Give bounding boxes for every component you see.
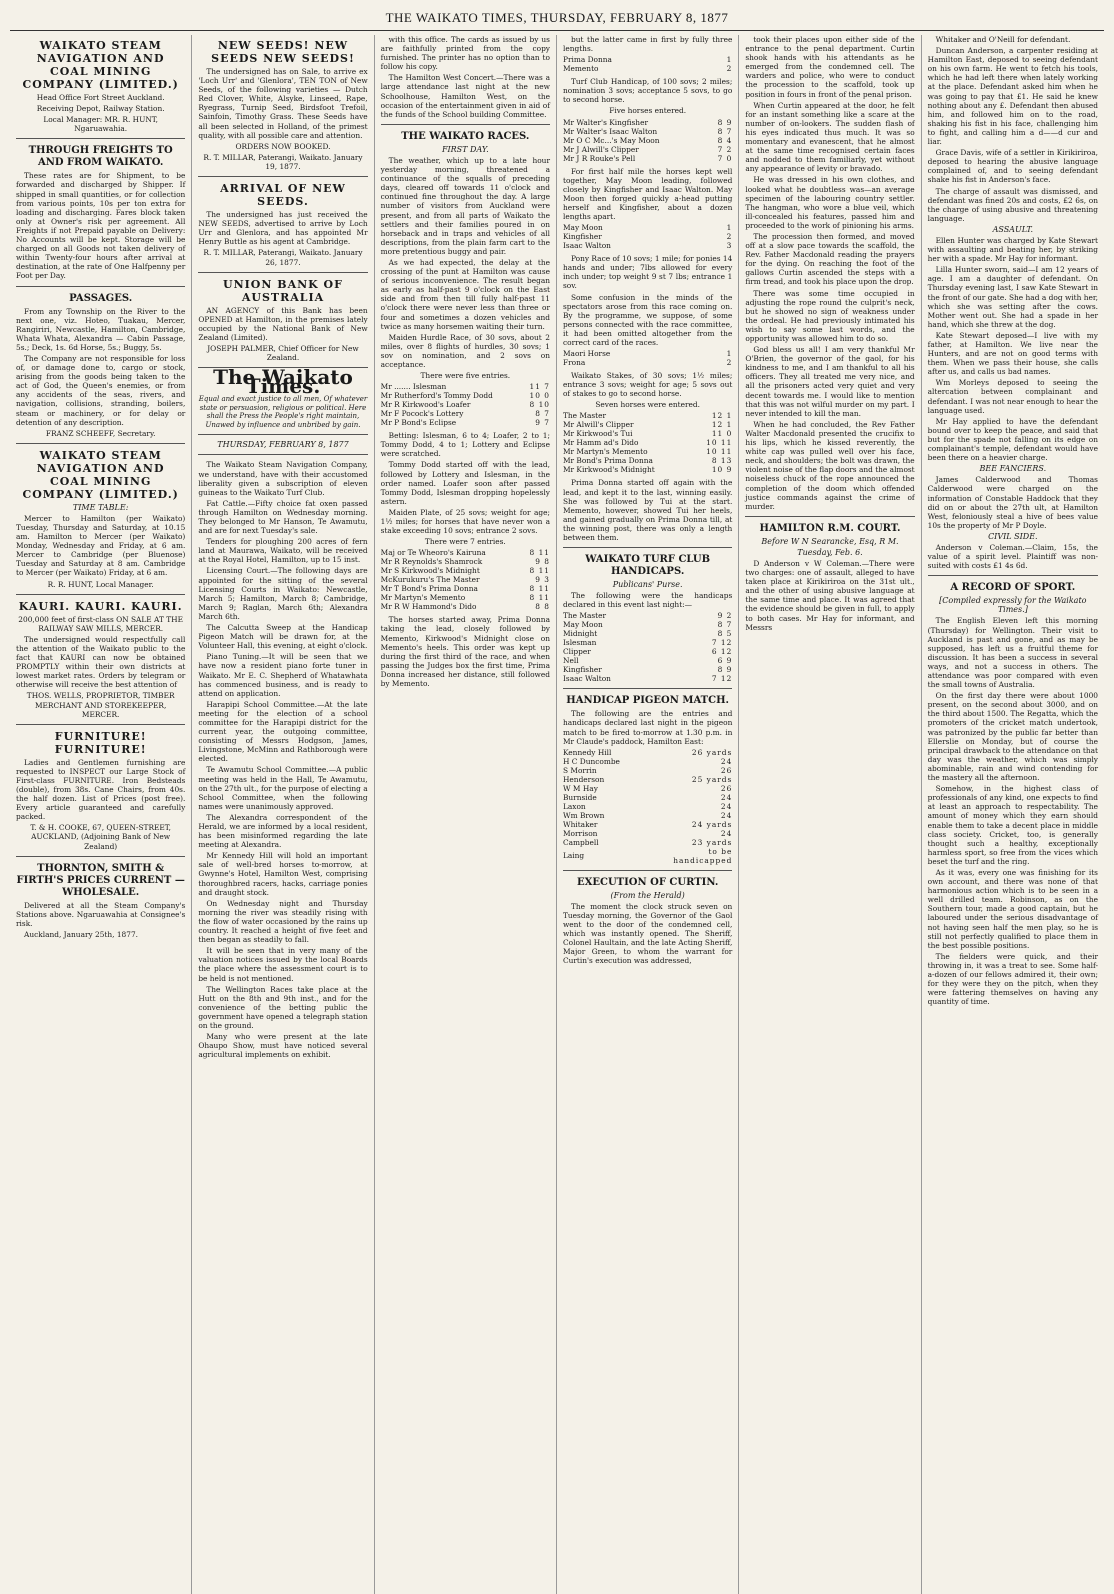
turf-result-table (563, 223, 732, 250)
news-item: On Wednesday night and Thursday morning the river was steadily rising with the flow of water occasioned by the rains up country. It reached a height of five feet and then began as steadily to fall. (198, 898, 368, 945)
turf-heading: Turf Club Handicap, of 100 sovs; 2 miles; nomination 3 sovs; acceptance 5 sovs, to go to second horse. (562, 77, 733, 105)
entry-name: Maj or Te Wheoro's Kairuna (380, 548, 486, 558)
thornton-text: Delivered at all the Steam Company's Stations above. Ngaruawahia at Consignee's risk. (16, 900, 186, 928)
entry-value: 12 1 (711, 420, 733, 430)
entry-value: 3 (726, 241, 733, 251)
entry-value: 8 9 (717, 665, 733, 675)
result-row (381, 557, 550, 566)
entry-value: 11 0 (711, 429, 733, 439)
divider (16, 138, 185, 139)
curtin-paragraph: took their places upon either side of the entrance to the penal department. Curtin shook hands with his attendants as he emerged from the condemned cell. The warders and police, who were to conduct the procession to the scaffold, took up position in fours in front of the penal prison. (745, 35, 915, 99)
entry-value: 8 10 (529, 400, 550, 410)
sport-paragraph: Somehow, in the highest class of professionals of any kind, one expects to find at least an approach to respectability. The amount of money which they earn should enable them to take a decent place in middle class society. Cricket, too, is generally thought such a healthy, exceptionally harmless sport, so free from the vices which beset the turf and the ring. (927, 784, 1098, 866)
races-paragraph: As we had expected, the delay at the crossing of the punt at Hamilton was cause of serious inconvenience. The result began as early as half-past 9 o'clock on the East side and from then till fully half-past 11 o'clock there were never less than three or four and sometimes a dozen vehicles and twice as many horsemen waiting their turn. (380, 257, 550, 331)
entry-name: Mr Hamm ad's Dido (562, 438, 639, 448)
entry-value: 8 9 (717, 117, 733, 127)
result-row (381, 602, 550, 611)
entry-value: 26 yards (691, 747, 733, 757)
entry-name: The Master (562, 611, 607, 621)
result-row (381, 584, 550, 593)
court-paragraph: James Calderwood and Thomas Calderwood were charged on the information of Constable Haddock that they did on or about the 27th ult, at Hamilton West, feloniously steal a hive of bees value 10s the property of Mr P Doyle. (927, 475, 1098, 530)
result-row (563, 647, 732, 656)
sport-paragraph: On the first day there were about 1000 present, on the second about 3000, and on the third about 1500. The Regatta, which the promoters of the cricket match undertook, was patronized by the public far better than Ellerslie on Monday, but of course the principal drawback to the attendance on that day was the weather, which was simply abominable, rain and wind contending for the mastery all the afternoon. (927, 691, 1098, 783)
result-row (563, 136, 732, 145)
entry-value: 8 11 (529, 584, 550, 594)
entry-name: Mr Alwill's Clipper (562, 420, 634, 430)
entry-name: Mr J R Rouke's Pell (562, 153, 636, 163)
court-paragraph: Anderson v Coleman.—Claim, 15s, the value of a spirit level. Plaintiff was non-suited with costs £1 4s 6d. (927, 542, 1098, 571)
entry-value: 8 11 (529, 593, 550, 603)
result-row (563, 349, 732, 358)
result-row (563, 118, 732, 127)
entry-name: Burnside (562, 792, 597, 802)
divider (198, 176, 367, 177)
bank-signature: JOSEPH PALMER, Chief Officer for New Zealand. (207, 343, 359, 363)
result-row (381, 400, 550, 409)
news-item: Tenders for ploughing 200 acres of fern land at Maurawa, Waikato, will be received at the Royal Hotel, Hamilton, up to 15 inst. (198, 537, 368, 565)
maiden-report: The horses started away, Prima Donna taking the lead, closely followed by Memento, Kirkwood's Midnight close on Memento's heels. This order was kept up during the first third of the race, and when passing the Judges box the first time, Prima Donna increased her distance, still followed by Memento. (380, 615, 550, 688)
court-text: D Anderson v W Coleman.—There were two charges: one of assault, alleged to have taken place at Kirikiriroa on the 31st ult., and the other of using abusive language at the same time and place. It was agreed that the evidence should be given in full, to apply to both cases. Mr Hay for informant, and Messrs (745, 558, 915, 632)
entry-name: Kingfisher (562, 232, 602, 242)
maiden-heading: Maiden Plate, of 25 sovs; weight for age; 1½ miles; for horses that have never won a stake exceeding 10 sovs; entrance 2 sovs. (380, 507, 550, 536)
court-paragraph: The charge of assault was dismissed, and defendant was fined 20s and costs, £2 6s, on the charge of using abusive and threatening language. (927, 186, 1098, 223)
company-note: The Company are not responsible for loss of, or damage done to, cargo or stock, arising from the goods being taken to the act of God, the Queen's enemies, or from any accidents of the seas, rivers, and navigation, collisions, stranding, boilers, steam or machinery, or for delay or detention of any description. (16, 353, 186, 427)
entry-name: Laing (562, 851, 585, 861)
entry-name: Mr T Bond's Prima Donna (380, 584, 478, 594)
entry-name: Mr Bond's Prima Donna (562, 456, 653, 466)
divider (198, 272, 367, 273)
kauri-heading: KAURI. KAURI. KAURI. (18, 599, 183, 613)
news-item: The Waikato Steam Navigation Company, we understand, have with their accustomed liberality given a subscription of eleven guineas to the Waikato Turf Club. (198, 460, 368, 497)
entry-name: Nell (562, 656, 579, 666)
entry-name: Mr Rutherford's Tommy Dodd (380, 391, 493, 401)
entry-value: 25 yards (691, 774, 733, 784)
divider (563, 688, 732, 689)
entry-value: 2 (726, 232, 733, 242)
column-2 (192, 35, 374, 1594)
curtin-text: The moment the clock struck seven on Tuesday morning, the Governor of the Gaol went to the door of the condemned cell, which was instantly opened. The Sheriff, Colonel Haultain, and the late Acting Sheriff, Major Green, to whom the warrant for Curtin's execution was addressed, (562, 901, 733, 966)
assault-heading: ASSAULT. (992, 224, 1034, 234)
entry-name: Kingfisher (562, 665, 602, 675)
steam-office: Head Office Fort Street Auckland. (36, 93, 165, 102)
entry-value: 10 11 (706, 447, 733, 457)
result-row (563, 232, 732, 241)
kauri-subheading: 200,000 feet of first-class ON SALE AT THE RAILWAY SAW MILLS, MERCER. (18, 614, 184, 633)
court-paragraph: Wm Morleys deposed to seeing the altercation between complainant and defendant. I was not near enough to hear the language used. (927, 378, 1098, 415)
result-row (563, 154, 732, 163)
turf-intro: Five horses entered. (609, 106, 687, 116)
curtin-paragraph: The procession then formed, and moved off at a slow pace towards the scaffold, the Rev. Father Macdonald reading the prayers for the dying. On reaching the foot of the gallows Curtin ascended the steps with a firm tread, and took his place upon the drop. (745, 231, 915, 287)
result-row (381, 566, 550, 575)
entry-name: Mr F Pocock's Lottery (380, 409, 464, 419)
result-row (563, 838, 732, 847)
result-row (563, 748, 732, 757)
dateline: THURSDAY, FEBRUARY 8, 1877 (217, 440, 349, 450)
result-row (381, 391, 550, 400)
news-item: Harapipi School Committee.—At the late meeting for the election of a school committee for the Harapipi district for the current year, the outgoing committee, consisting of Messrs Hodgson, James, Livingstone, McMinn and Rathborough were elected. (198, 699, 368, 764)
result-row (563, 241, 732, 250)
entry-value: 26 (720, 783, 733, 793)
hurdle-intro: There were five entries. (420, 371, 511, 381)
result-row (563, 766, 732, 775)
paper-motto: Equal and exact justice to all men, Of whatever state or persuasion, religious or political. Here shall the Press the People's right maintain, Unawed by influence and unbribed by gain. (198, 395, 368, 429)
wells-signature: THOS. WELLS, PROPRIETOR, TIMBER MERCHANT AND STOREKEEPER, MERCER. (26, 691, 175, 719)
turf-report: For first half mile the horses kept well together, May Moon leading, followed closely by Kingfisher and Isaac Walton. May Moon then forged quickly a-head putting herself and Kingfisher, about a dozen lengths apart. (562, 166, 733, 222)
furniture-heading: FURNITURE! FURNITURE! (54, 729, 147, 756)
result-row (563, 829, 732, 838)
furniture-text: Ladies and Gentlemen furnishing are requested to INSPECT our Large Stock of First-class FURNITURE. Iron Bedsteads (double), from 38s. Cane Chairs, from 40s. the half dozen. List of Prices (post free). Every article guaranteed and carefully packed. (16, 757, 186, 822)
court-paragraph: Whitaker and O'Neill for defendant. (935, 35, 1071, 44)
result-row (563, 438, 732, 447)
entry-name: Mr R Reynolds's Shamrock (380, 557, 483, 567)
court-subheading: Before W N Searancke, Esq, R M. (761, 536, 899, 546)
seeds-signature: R. T. MILLAR, Paterangi, Waikato. January 19, 1877. (203, 152, 363, 171)
result-row (563, 127, 732, 136)
stakes-report: Prima Donna started off again with the lead, and kept it to the last, winning easily. She was followed by Tui at the start. Memento, however, showed Tui her heels, and gained gradually on Prima Donna till, at the winning post, there was only a length between them. (562, 478, 733, 542)
result-row (563, 55, 732, 64)
result-row (563, 775, 732, 784)
curtin-paragraph: There was some time occupied in adjusting the rope round the culprit's neck, but he showed no sign of weakness under the ordeal. He had previously intimated his wish to say some last words, and the opportunity was allowed him to do so. (745, 288, 915, 343)
result-row (563, 665, 732, 674)
entry-value: 24 (720, 792, 733, 802)
result-row (563, 674, 732, 683)
handicaps-heading: WAIKATO TURF CLUB HANDICAPS. (585, 554, 711, 578)
masthead: THE WAIKATO TIMES, THURSDAY, FEBRUARY 8, 1877 (10, 4, 1104, 31)
result-row (563, 811, 732, 820)
curtin-paragraph: He was dressed in his own clothes, and looked what he doubtless was—an average specimen of the labouring country settler. The hangman, who wore a blue veil, which ill-concealed his features, passed him and proceeded to the work of pinioning his arms. (745, 175, 915, 230)
entry-value: 10 0 (529, 391, 550, 401)
result-row (563, 802, 732, 811)
freights-text: These rates are for Shipment, to be forwarded and discharged by Shipper. If shipped in small quantities, or for collection from various points, 10s per ton extra for loading and discharging. Fares block taken only at Owner's risk per agreement. All Freights if not Prepaid payable on Delivery: No Accounts will be kept. Storage will be charged on all Goods not taken delivery of within Twenty-four hours after arrival at destination, at the rate of One Halfpenny per Foot per Day. (16, 171, 186, 281)
curtin-paragraph: When Curtin appeared at the door, he felt for an instant something like a scare at the number of on-lookers. The sudden flash of his eyes indicated thus much. It was so momentary and evanescent, that he almost at the same time recognised certain faces and nodded to them familiarly, yet without any appearance of levity or bravado. (745, 100, 915, 174)
entry-name: Islesman (562, 638, 597, 648)
prima-result-table (563, 55, 732, 73)
divider (16, 856, 185, 857)
result-row (563, 447, 732, 456)
entry-name: Mr ....... Islesman (380, 382, 447, 392)
entry-value: 7 12 (711, 674, 733, 684)
entry-name: Maori Horse (562, 349, 611, 359)
entry-name: Laxon (562, 801, 586, 811)
pigeon-table (563, 748, 732, 865)
passages-text: From any Township on the River to the next one, viz. Hoteo, Tuakau, Mercer, Rangiriri, Newcastle, Hamilton, Cambridge, Whata Whata, Alexandra — Cabin Passage, 5s.; Deck, 1s. 6d Horse, 5s.; Buggy, 5s. (16, 306, 186, 352)
result-row (563, 820, 732, 829)
entry-value: 2 (726, 358, 733, 368)
result-row (381, 575, 550, 584)
news-item: Te Awamutu School Committee.—A public meeting was held in the Hall, Te Awamutu, on the 27th ult., for the purpose of electing a School Committee, when the following names were unanimously approved. (198, 765, 368, 811)
entry-name: Kennedy Hill (562, 747, 612, 757)
entry-name: H C Duncombe (562, 756, 620, 766)
result-row (563, 420, 732, 429)
seeds-heading: NEW SEEDS! NEW SEEDS NEW SEEDS! (211, 39, 355, 65)
result-row (563, 611, 732, 620)
arrival-signature: R. T. MILLAR, Paterangi, Waikato. January 26, 1877. (203, 248, 363, 267)
races-paragraph: The weather, which up to a late hour yesterday morning, threatened a continuance of the squalls of preceding days, cleared off towards 11 o'clock and continued fine throughout the day. A large number of visitors from Auckland were present, and from all parts of Waikato the settlers and their families poured in on horseback and in traps and vehicles of all descriptions, from the plain farm cart to the more pretentious buggy and pair. (380, 155, 550, 256)
timetable-text: Mercer to Hamilton (per Waikato) Tuesday, Thursday and Saturday, at 10.15 am. Hamilton to Mercer (per Waikato) Monday, Wednesday and Friday, at 6 am. Mercer to Cambridge (per Bluenose) Tuesday and Saturday at 8 am. Cambridge to Mercer (per Waikato) Friday, at 6 am. (16, 513, 186, 578)
news-item: The Wellington Races take place at the Hutt on the 8th and 9th inst., and for the convenience of the betting public the government have opened a telegraph station on the ground. (198, 984, 368, 1030)
entry-value: 10 11 (706, 438, 733, 448)
result-row (563, 411, 732, 420)
news-item: Many who were present at the late Ohaupo Show, must have noticed several agricultural implements on exhibit. (198, 1032, 368, 1060)
entry-value: 8 7 (535, 409, 550, 419)
result-row (563, 784, 732, 793)
entry-value: 8 7 (717, 126, 733, 136)
races-heading: THE WAIKATO RACES. (401, 130, 530, 142)
pony-heading: Pony Race of 10 sovs; 1 mile; for ponies 14 hands and under; 7lbs allowed for every inch under; top weight 9 st 7 lbs; entrance 1 sov. (562, 254, 733, 291)
intro-text: but the latter came in first by fully three lengths. (562, 35, 733, 54)
entry-value: 24 (720, 801, 733, 811)
passages-heading: PASSAGES. (69, 292, 133, 304)
entry-name: W M Hay (562, 783, 598, 793)
entry-value: 8 11 (529, 566, 550, 576)
entry-name: Whitaker (562, 819, 598, 829)
handicaps-intro: The following were the handicaps declared in this event last night:— (562, 591, 733, 610)
entry-value: to be handicapped (673, 846, 733, 865)
entry-value: 8 11 (529, 548, 550, 558)
bee-heading: BEE FANCIERS. (979, 464, 1047, 474)
news-item: Mr Kennedy Hill will hold an important sale of well-bred horses to-morrow, at Gwynne's Hotel, Hamilton West, comprising thoroughbred racers, hacks, carriage ponies and draught stock. (198, 851, 368, 897)
betting-text: Betting: Islesman, 6 to 4; Loafer, 2 to 1; Tommy Dodd, 4 to 1; Lottery and Eclipse were scratched. (380, 431, 550, 459)
sport-paragraph: The English Eleven left this morning (Thursday) for Wellington. Their visit to Auckland is past and gone, and as may be supposed, has left us a fruitful theme for discussion. It has been a success in several ways, and not a success in others. The attendance was poor compared with even the small towns of Australia. (927, 616, 1098, 690)
entry-name: Mr Walter's Kingfisher (562, 117, 648, 127)
court-paragraph: Kate Stewart deposed—I live with my father, at Hamilton. We live near the Hunters, and are not on good terms with them. When we pass their house, she calls after us, and calls us bad names. (927, 330, 1098, 377)
entry-value: 24 (720, 828, 733, 838)
secretary-signature: FRANZ SCHEEFF, Secretary. (45, 428, 156, 438)
entry-name: S Morrin (562, 765, 597, 775)
paper-title: The Waikato Times. (213, 365, 353, 399)
entry-value: 8 7 (717, 620, 733, 630)
entry-value: 1 (726, 349, 733, 359)
entry-name: Mr J Alwill's Clipper (562, 144, 639, 154)
columns (10, 35, 1104, 1594)
entry-name: Prima Donna (562, 55, 612, 65)
entry-value: 7 2 (717, 144, 733, 154)
entry-value: 8 13 (711, 456, 733, 466)
entry-name: May Moon (562, 620, 603, 630)
result-row (381, 409, 550, 418)
entry-name: McKurukuru's The Master (380, 575, 480, 585)
result-row (381, 418, 550, 427)
result-row (381, 593, 550, 602)
entry-value: 23 yards (691, 837, 733, 847)
entry-value: 1 (726, 223, 733, 233)
thornton-heading: THORNTON, SMITH & FIRTH'S PRICES CURRENT — WHOLESALE. (16, 862, 185, 898)
stakes-intro: Seven horses were entered. (595, 400, 700, 410)
pony-report: Some confusion in the minds of the spectators arose from this race coming on. By the programme, we suppose, of some persons connected with the race committee, it had been omitted altogether from the correct card of the races. (562, 292, 733, 347)
result-row (563, 456, 732, 465)
entry-name: Henderson (562, 774, 605, 784)
timetable-company-heading: WAIKATO STEAM NAVIGATION AND COAL MINING COMPANY (LIMITED.) (22, 448, 179, 501)
steam-depot: Receiving Depot, Railway Station. (36, 104, 165, 114)
races-subheading: FIRST DAY. (441, 144, 489, 154)
entry-name: Mr P Bond's Eclipse (380, 418, 457, 428)
entry-value: 7 12 (711, 638, 733, 648)
entry-value: 24 yards (691, 819, 733, 829)
entry-value: 8 5 (717, 629, 733, 639)
entry-name: Mr O C Mc...'s May Moon (562, 135, 660, 145)
entry-value: 2 (726, 64, 733, 74)
entry-name: Morrison (562, 828, 598, 838)
result-row (563, 638, 732, 647)
bank-heading: UNION BANK OF AUSTRALIA (223, 277, 343, 304)
result-row (563, 793, 732, 802)
entry-name: Wm Brown (562, 810, 605, 820)
result-row (563, 620, 732, 629)
news-item: The Calcutta Sweep at the Handicap Pigeon Match will be drawn for, at the Volunteer Hall, this evening, at eight o'clock. (198, 623, 368, 651)
entry-name: Midnight (562, 629, 598, 639)
entry-value: 24 (720, 756, 733, 766)
pigeon-heading: HANDICAP PIGEON MATCH. (566, 695, 730, 707)
pony-result-table (563, 349, 732, 367)
intro-text: with this office. The cards as issued by us are faithfully printed from the copy furnished. The printer has no option than to follow his copy. (380, 35, 550, 72)
news-item: Licensing Court.—The following days are appointed for the sitting of the several Licensing Courts in Waikato: Newcastle, March 5; Hamilton, March 8; Cambridge, March 9; Raglan, March 6th; Alexandra March 6th. (198, 566, 368, 621)
court-paragraph: Grace Davis, wife of a settler in Kirikiriroa, deposed to hearing the abusive language complained of, and to seeing defendant shake his fist in Anderson's face. (927, 148, 1098, 185)
result-row (381, 382, 550, 391)
entry-value: 6 9 (717, 656, 733, 666)
entry-value: 9 8 (535, 557, 550, 567)
result-row (563, 223, 732, 232)
entry-value: 12 1 (711, 411, 733, 421)
concert-text: The Hamilton West Concert.—There was a large attendance last night at the new Schoolhouse, Hamilton West, on the occasion of the entertainment given in aid of the funds of the School building Committee. (380, 73, 550, 119)
news-item: The Alexandra correspondent of the Herald, we are informed by a local resident, has been misinformed regarding the late meeting at Alexandra. (198, 812, 368, 850)
column-1 (10, 35, 192, 1594)
pigeon-intro: The following are the entries and handicaps declared last night in the pigeon match to be fired to-morrow at 1.30 p.m. in Mr Claude's paddock, Hamilton East: (562, 709, 733, 746)
entry-value: 8 4 (717, 135, 733, 145)
freights-heading: THROUGH FREIGHTS TO AND FROM WAIKATO. (28, 145, 173, 169)
divider (16, 594, 185, 595)
entry-value: 6 12 (711, 647, 733, 657)
curtin-paragraph: God bless us all! I am very thankful Mr O'Brien, the governor of the gaol, for his kindness to me, and I am thankful to all his officers. They all treated me very nice, and all the prisoners acted very quiet and very decent towards me. I would like to mention that this was not wilful murder on my part. I never intended to kill the man. (745, 345, 915, 418)
arrival-text: The undersigned has just received the NEW SEEDS, advertised to arrive by Loch Urr and Glenlora, and has appointed Mr Henry Buttle as his agent at Cambridge. (198, 210, 368, 247)
entry-value: 7 0 (717, 153, 733, 163)
sport-paragraph: The fielders were quick, and their throwing in, it was a treat to see. Some half-a-dozen of our fellows admired it, their own; for they were they on the pitch, when they were fattering themselves on having any quantity of time. (927, 951, 1098, 1007)
bank-text: AN AGENCY of this Bank has been OPENED at Hamilton, in the premises lately occupied by the National Bank of New Zealand (Limited). (198, 305, 368, 342)
sport-subheading: [Compiled expressly for the Waikato Times.] (939, 596, 1087, 615)
entry-name: Mr Kirkwood's Tui (562, 429, 633, 439)
maiden-table (381, 548, 550, 611)
entry-name: Isaac Walton (562, 674, 611, 684)
court-paragraph: Duncan Anderson, a carpenter residing at Hamilton East, deposed to seeing defendant on his own farm. He went to fetch his tools, which he had left there when lately working at the place. Defendant asked him when he was going to pay that £1. He said he knew nothing about any £. Defendant then abused him, and followed him on to the road, shaking his fist in his face, challenging him to fight, and calling him a d——d cur and liar. (927, 46, 1098, 147)
court-paragraph: Lilla Hunter sworn, said—I am 12 years of age. I am a daughter of defendant. On Thursday evening last, I saw Kate Stewart in the front of our gate. She had a dog with her, which she was setting after the cows. Mother went out. She had a spade in her hand, which she threw at the dog. (927, 265, 1098, 329)
sport-heading: A RECORD OF SPORT. (950, 582, 1076, 594)
seeds-orders: ORDERS NOW BOOKED. (235, 141, 331, 151)
entry-name: Campbell (562, 837, 599, 847)
steam-company-heading: WAIKATO STEAM NAVIGATION AND COAL MINING COMPANY (LIMITED.) (22, 39, 179, 91)
court-date: Tuesday, Feb. 6. (797, 547, 863, 557)
arrival-heading: ARRIVAL OF NEW SEEDS. (220, 182, 346, 209)
column-5 (739, 35, 921, 1594)
news-item: It will be seen that in very many of the valuation notices issued by the local Boards the place where the assessment court is to be held is not mentioned. (198, 946, 368, 983)
divider (16, 724, 185, 725)
timetable-title: TIME TABLE: (72, 502, 129, 512)
divider (16, 286, 185, 287)
result-row (563, 358, 732, 367)
timetable-signature: R. R. HUNT, Local Manager. (47, 579, 154, 589)
column-6 (922, 35, 1104, 1594)
entry-name: Mr R Kirkwood's Loafer (380, 400, 471, 410)
entry-name: Memento (562, 64, 599, 74)
court-heading: HAMILTON R.M. COURT. (759, 522, 901, 534)
stakes-heading: Waikato Stakes, of 30 sovs; 1½ miles; entrance 3 sovs; weight for age; 5 sovs out of stakes to go to second horse. (562, 371, 733, 399)
curtin-subheading: (From the Herald) (610, 890, 685, 900)
result-row (381, 548, 550, 557)
divider (16, 443, 185, 444)
curtin-heading: EXECUTION OF CURTIN. (576, 876, 719, 888)
civil-heading: CIVIL SIDE. (988, 531, 1038, 541)
entry-name: Mr Martyn's Memento (380, 593, 466, 603)
entry-value: 9 7 (535, 418, 550, 428)
entry-name: Mr Walter's Isaac Walton (562, 126, 658, 136)
result-row (563, 465, 732, 474)
entry-value: 9 2 (717, 611, 733, 621)
divider (563, 547, 732, 548)
court-paragraph: Ellen Hunter was charged by Kate Stewart with assaulting and beating her, by striking her with a spade. Mr Hay for informant. (927, 235, 1098, 264)
entry-name: Mr Martyn's Memento (562, 447, 648, 457)
result-row (563, 145, 732, 154)
handicaps-table (563, 611, 732, 683)
maiden-intro: There were 7 entries. (424, 537, 506, 547)
entry-value: 24 (720, 810, 733, 820)
entry-value: 9 3 (535, 575, 550, 585)
entry-name: Mr S Kirkwood's Midnight (380, 566, 480, 576)
divider (563, 870, 732, 871)
entry-value: 11 7 (529, 382, 550, 392)
entry-name: Clipper (562, 647, 591, 657)
kauri-text: The undersigned would respectfully call the attention of the Waikato public to the fact that KAURI can now be obtained PROMPTLY within their own districts at lowest market rates. Orders by telegram or otherwise will receive the best attention of (16, 634, 186, 690)
column-3 (375, 35, 557, 1594)
thornton-signature: Auckland, January 25th, 1877. (24, 929, 139, 939)
divider (198, 434, 367, 435)
sport-paragraph: As it was, every one was finishing for its own account, and there was none of that harmonious action which is to be seen in a well drilled team. Robinson, as on the Southern tour, made a good captain, but he laboured under the serious disadvantage of not having seen half the men play, so he is still not perfectly qualified to place them in the best possible positions. (927, 867, 1098, 950)
divider (928, 575, 1098, 576)
divider (745, 516, 914, 517)
result-row (563, 847, 732, 865)
result-row (563, 656, 732, 665)
hurdle-heading: Maiden Hurdle Race, of 30 sovs, about 2 miles, over 8 flights of hurdles, 30 sovs; 1 sov on nomination, and 2 sovs on acceptance. (380, 332, 550, 369)
turf-table (563, 118, 732, 163)
result-row (563, 429, 732, 438)
divider (198, 454, 367, 455)
entry-value: 10 9 (711, 465, 733, 475)
entry-value: 8 8 (535, 602, 550, 612)
entry-value: 26 (720, 765, 733, 775)
cooke-signature: T. & H. COOKE, 67, QUEEN-STREET, AUCKLAND, (Adjoining Bank of New Zealand) (30, 823, 171, 851)
stakes-table (563, 411, 732, 474)
curtin-paragraph: When he had concluded, the Rev Father Walter Macdonald presented the crucifix to his lips, which he kissed reverently, the white cap was pulled well over his face, neck, and shoulders; the bolt was drawn, the violent noise of the flap doors and the almost noiseless chuck of the rope announced the completion of the doom which offended justice commands against the crime of murder. (745, 419, 915, 511)
result-row (563, 757, 732, 766)
entry-name: Frona (562, 358, 586, 368)
entry-name: Mr Kirkwood's Midnight (562, 465, 655, 475)
news-item: Fat Cattle.—Fifty choice fat oxen passed through Hamilton on Wednesday morning. They belonged to Mr Hanson, Te Awamutu, and are for next Tuesday's sale. (198, 498, 368, 536)
hurdle-table (381, 382, 550, 427)
entry-name: The Master (562, 411, 607, 421)
result-row (563, 64, 732, 73)
entry-name: Isaac Walton (562, 241, 611, 251)
court-paragraph: Mr Hay applied to have the defendant bound over to keep the peace, and said that but for the spade not falling on its edge on complainant's temple, defendant would have been there on a heavier charge. (927, 416, 1098, 463)
news-item: Piano Tuning.—It will be seen that we have now a resident piano forte tuner in Waikato. Mr E. C. Shepherd of Whatawhata has commenced business, and is ready to attend on application. (198, 652, 368, 698)
seeds-text: The undersigned has on Sale, to arrive ex 'Loch Urr' and 'Glenlora', TEN TON of New Seeds, of the following varieties — Dutch Red Clover, White, Alsyke, Linseed, Rape, Ryegrass, Turnip Seed, Birdsfoot Trefoil, Sainfoin, Timothy Grass. These Seeds have all been selected in Holland, of the primest quality, with all possible care and attention. (198, 67, 368, 140)
race-report: Tommy Dodd started off with the lead, followed by Lottery and Islesman, in the order named. Loafer soon after passed Tommy Dodd, Islesman dropping hopelessly astern. (380, 460, 550, 506)
entry-name: Mr R W Hammond's Dido (380, 602, 477, 612)
handicaps-subheading: Publicans' Purse. (612, 580, 683, 590)
result-row (563, 629, 732, 638)
steam-manager: Local Manager: MR. R. HUNT, Ngaruawahia. (43, 115, 158, 134)
entry-value: 1 (726, 55, 733, 65)
entry-name: May Moon (562, 223, 603, 233)
column-4 (557, 35, 739, 1594)
divider (381, 124, 550, 125)
